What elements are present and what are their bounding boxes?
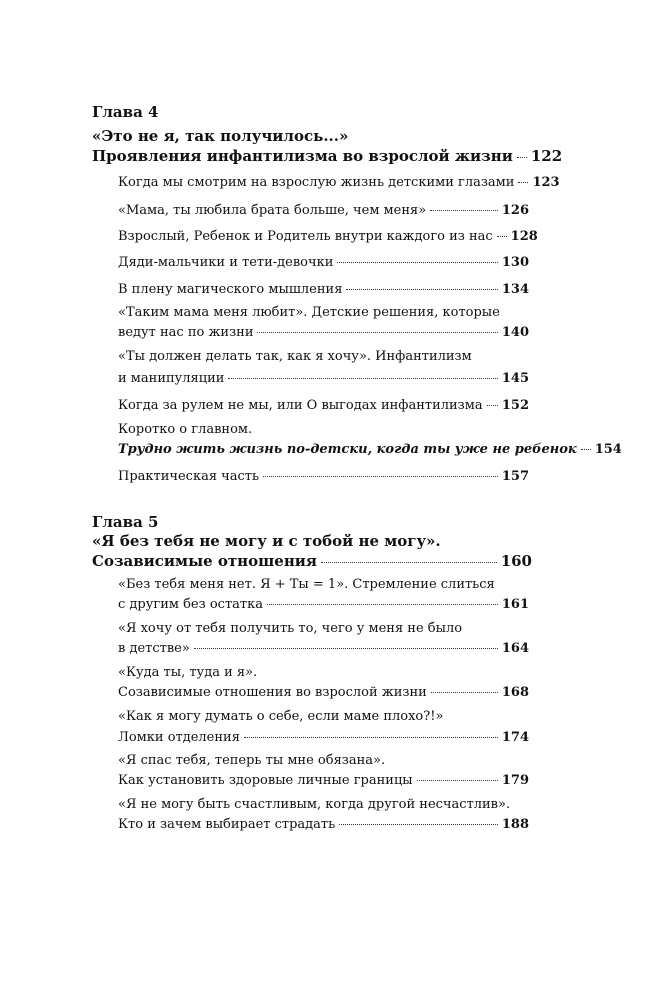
page-number: 145 (501, 371, 529, 386)
toc-entry[interactable] (118, 816, 529, 834)
page-number: 174 (501, 730, 529, 745)
toc-entry[interactable] (118, 441, 622, 459)
dot-leader (346, 289, 497, 290)
entry-title-line2: ведут нас по жизни (118, 325, 254, 340)
entry-title-line1: Коротко о главном. (118, 422, 253, 437)
dot-leader (517, 157, 527, 158)
toc-entry[interactable] (118, 228, 538, 246)
page-number: 188 (501, 817, 529, 832)
page-number: 160 (500, 552, 532, 570)
dot-leader (518, 182, 528, 183)
dot-leader (487, 405, 498, 406)
page-number: 134 (501, 282, 529, 297)
page-number: 179 (501, 773, 529, 788)
chapter-4-title: «Это не я, так получилось...» (92, 127, 349, 145)
entry-title: В плену магического мышления (118, 282, 343, 297)
page-number: 168 (501, 685, 529, 700)
chapter-5-title: «Я без тебя не могу и с тобой не могу». (92, 532, 441, 550)
toc-entry[interactable] (118, 729, 529, 747)
page-number: 122 (530, 147, 563, 165)
entry-title-line2: Созависимые отношения во взрослой жизни (118, 685, 427, 700)
dot-leader (497, 236, 507, 237)
entry-title-line1: «Таким мама меня любит». Детские решения, которые (118, 305, 500, 320)
page-number: 152 (501, 398, 529, 413)
entry-title-line1: «Как я могу думать о себе, если маме плохо?!» (118, 709, 444, 724)
dot-leader (228, 378, 497, 379)
page-number: 161 (501, 597, 529, 612)
dot-leader (321, 562, 497, 563)
toc-entry[interactable] (118, 174, 560, 192)
entry-title-line2: и манипуляции (118, 371, 225, 386)
entry-title: Практическая часть (118, 469, 260, 484)
entry-title-line1: «Без тебя меня нет. Я + Ты = 1». Стремление слиться (118, 577, 495, 592)
entry-title-line2: в детстве» (118, 641, 190, 656)
toc-entry[interactable] (118, 324, 529, 342)
dot-leader (339, 824, 498, 825)
dot-leader (337, 262, 497, 263)
entry-title-line1: «Куда ты, туда и я». (118, 665, 258, 680)
dot-leader (257, 332, 497, 333)
dot-leader (430, 210, 498, 211)
page-number: 123 (532, 175, 560, 190)
page-number: 154 (594, 442, 622, 457)
entry-title-line2: Трудно жить жизнь по-детски, когда ты уже не ребенок (118, 442, 577, 457)
toc-entry[interactable] (118, 468, 529, 486)
toc-entry[interactable] (118, 202, 529, 220)
chapter-5-label: Глава 5 (92, 513, 159, 531)
chapter-4-label: Глава 4 (92, 103, 159, 121)
toc-entry[interactable] (118, 640, 529, 658)
dot-leader (194, 648, 498, 649)
chapter-5-subtitle: Созависимые отношения (92, 552, 318, 570)
entry-title-line1: «Я не могу быть счастливым, когда другой несчастлив». (118, 797, 511, 812)
toc-entry[interactable] (118, 281, 529, 299)
chapter-4-subtitle: Проявления инфантилизма во взрослой жизни (92, 147, 513, 165)
entry-title: Когда за рулем не мы, или О выгодах инфантилизма (118, 398, 483, 413)
entry-title-line2: с другим без остатка (118, 597, 263, 612)
entry-title: Когда мы смотрим на взрослую жизнь детскими глазами (118, 175, 515, 190)
toc-entry[interactable] (118, 772, 529, 790)
entry-title-line2: Ломки отделения (118, 730, 240, 745)
dot-leader (244, 737, 498, 738)
chapter-4-subtitle-row[interactable] (92, 146, 563, 166)
entry-title-line1: «Я хочу от тебя получить то, чего у меня не было (118, 621, 463, 636)
page-number: 164 (501, 641, 529, 656)
entry-title: Дяди-мальчики и тети-девочки (118, 255, 334, 270)
entry-title-line2: Кто и зачем выбирает страдать (118, 817, 336, 832)
toc-entry[interactable] (118, 684, 529, 702)
dot-leader (267, 604, 498, 605)
dot-leader (263, 476, 498, 477)
toc-entry[interactable] (118, 254, 529, 272)
dot-leader (431, 692, 498, 693)
page-number: 157 (501, 469, 529, 484)
entry-title-line1: «Ты должен делать так, как я хочу». Инфантилизм (118, 349, 472, 364)
entry-title: «Мама, ты любила брата больше, чем меня» (118, 203, 427, 218)
page-number: 128 (510, 229, 538, 244)
toc-entry[interactable] (118, 397, 529, 415)
entry-title: Взрослый, Ребенок и Родитель внутри каждого из нас (118, 229, 493, 244)
chapter-5-subtitle-row[interactable] (92, 551, 532, 571)
dot-leader (417, 780, 498, 781)
dot-leader (581, 449, 591, 450)
page-number: 126 (501, 203, 529, 218)
toc-entry[interactable] (118, 596, 529, 614)
entry-title-line2: Как установить здоровые личные границы (118, 773, 413, 788)
entry-title-line1: «Я спас тебя, теперь ты мне обязана». (118, 753, 386, 768)
toc-entry[interactable] (118, 370, 529, 388)
page-number: 130 (501, 255, 529, 270)
page-number: 140 (501, 325, 529, 340)
